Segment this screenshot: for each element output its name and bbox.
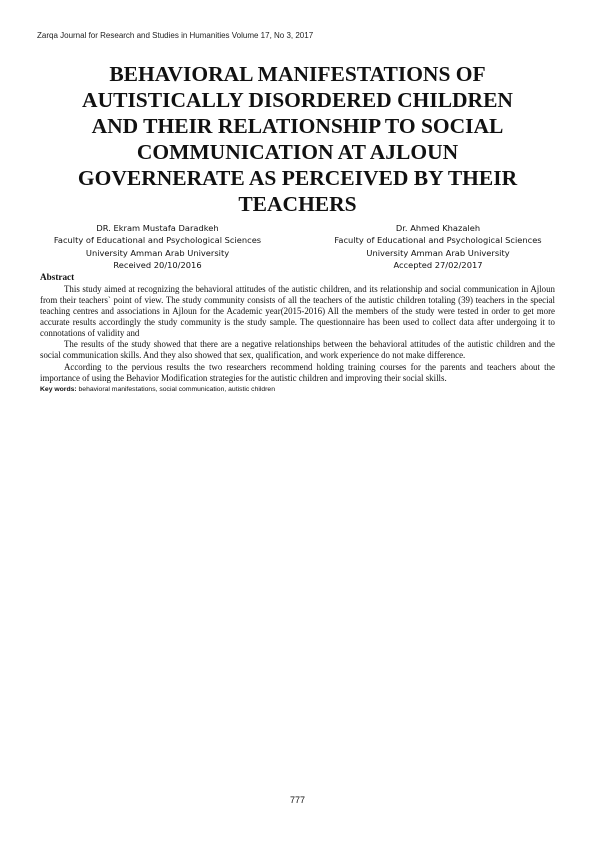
author-name: DR. Ekram Mustafa Daradkeh [96, 223, 219, 233]
page-number: 777 [289, 795, 306, 805]
author-university: University Amman Arab University [366, 247, 510, 258]
keywords-line [40, 385, 555, 394]
keywords-text: behavioral manifestations, social communication, autistic children [76, 386, 275, 394]
abstract-heading: Abstract [40, 272, 75, 282]
author-first [40, 222, 275, 271]
keywords-label: Key words: [40, 386, 77, 394]
title-line: AUTISTICALLY DISORDERED CHILDREN [82, 88, 513, 112]
abstract-paragraph: This study aimed at recognizing the behavioral attitudes of the autistic children, and its relationship and social communication in Ajloun from their teachers` point of view. The study community consists of all the teachers of the autistic children totaling (39) teachers in the special teaching centres and associations in Ajloun for the Academic year(2015-2016) All the members of the study were tested in order to get more accurate results accordingly the study community is the study sample. The questionnaire has been used to collect data after undergoing it to connotations of validity and [40, 283, 555, 338]
title-line: AND THEIR RELATIONSHIP TO SOCIAL [91, 114, 504, 138]
paper-title [40, 61, 555, 217]
title-line: TEACHERS [238, 192, 357, 216]
author-university: University Amman Arab University [85, 247, 230, 258]
abstract-paragraph: The results of the study showed that there are a negative relationships between the behavioral attitudes of the autistic children and the social communication skills. And they also showed that sex, qualification, and work experience do not make difference. [40, 339, 555, 361]
abstract-paragraph: According to the pervious results the two researchers recommend holding training courses for the parents and teachers about the importance of using the Behavior Modification strategies for the autistic children and improving their social skills. [40, 362, 555, 384]
received-date: Received 20/10/2016 [113, 259, 202, 270]
author-name: Dr. Ahmed Khazaleh [395, 223, 481, 233]
abstract-section [40, 272, 555, 394]
title-line: BEHAVIORAL MANIFESTATIONS OF [109, 62, 486, 86]
title-line: GOVERNERATE AS PERCEIVED BY THEIR [77, 166, 518, 190]
journal-header: Zarqa Journal for Research and Studies in Humanities Volume 17, No 3, 2017 [37, 31, 314, 40]
accepted-date: Accepted 27/02/2017 [393, 259, 483, 270]
title-line: COMMUNICATION AT AJLOUN [136, 140, 459, 164]
author-second [318, 222, 558, 271]
author-faculty: Faculty of Educational and Psychological Sciences [53, 235, 262, 246]
author-faculty: Faculty of Educational and Psychological Sciences [334, 235, 542, 246]
